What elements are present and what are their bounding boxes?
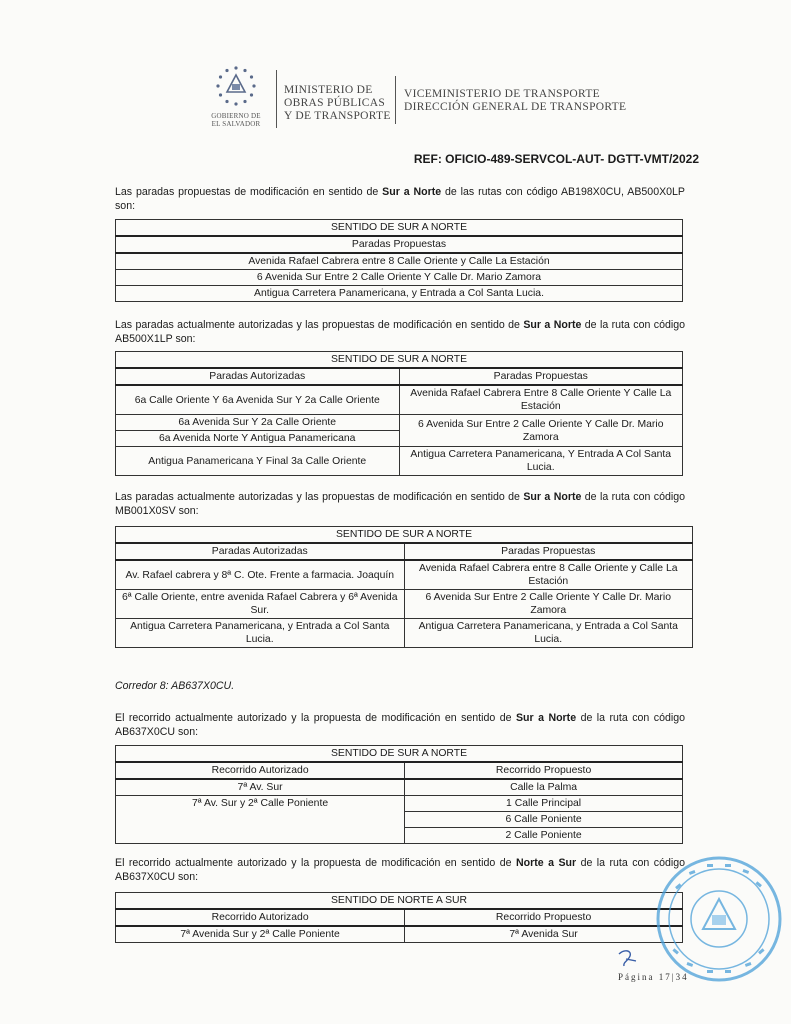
table-cell: 7ª Av. Sur [116, 779, 405, 796]
column-header-left: Recorrido Autorizado [116, 762, 405, 779]
section4-table [115, 745, 683, 844]
table-cell: 1 Calle Principal [405, 796, 683, 812]
section5-intro: El recorrido actualmente autorizado y la propuesta de modificación en sentido de Norte a Sur de la ruta con código AB637X0CU son: [115, 857, 685, 883]
column-header-left: Recorrido Autorizado [116, 909, 405, 926]
column-header-left: Paradas Autorizadas [116, 368, 400, 385]
table-title: SENTIDO DE SUR A NORTE [116, 527, 693, 544]
vice-ministry-name [404, 88, 626, 114]
section1-intro: Las paradas propuestas de modificación en sentido de Sur a Norte de las rutas con código AB198X0CU, AB500X0LP son: [115, 186, 685, 212]
ministry-line-1: MINISTERIO DE [284, 84, 373, 96]
section4-intro: El recorrido actualmente autorizado y la propuesta de modificación en sentido de Sur a Norte de la ruta con código AB637X0CU son: [115, 712, 685, 738]
table-cell: 2 Calle Poniente [405, 828, 683, 844]
column-header-left: Paradas Autorizadas [116, 543, 405, 560]
government-seal [214, 64, 258, 108]
table-cell: 6a Avenida Norte Y Antigua Panamericana [116, 431, 400, 447]
header-divider-2 [395, 76, 396, 124]
vice-line-1: VICEMINISTERIO DE TRANSPORTE [404, 88, 600, 100]
gob-line-1: GOBIERNO DE [211, 112, 261, 120]
corredor-heading: Corredor 8: AB637X0CU. [115, 680, 235, 692]
gob-line-2: EL SALVADOR [211, 120, 261, 128]
signature-icon [616, 948, 640, 970]
gobierno-label [196, 112, 276, 128]
header-divider-1 [276, 70, 277, 128]
section3-intro: Las paradas actualmente autorizadas y las propuestas de modificación en sentido de Sur a Norte de la ruta con código MB001X0SV son: [115, 491, 685, 517]
table-cell: Av. Rafael cabrera y 8ª C. Ote. Frente a farmacia. Joaquín [116, 560, 405, 590]
table-title: SENTIDO DE SUR A NORTE [116, 352, 683, 369]
page-total: 34 [675, 972, 689, 982]
table-cell: Antigua Carretera Panamericana, y Entrada a Col Santa Lucia. [116, 619, 405, 648]
table-cell: 6 Avenida Sur Entre 2 Calle Oriente Y Calle Dr. Mario Zamora [399, 415, 683, 447]
table-cell: Antigua Carretera Panamericana, y Entrada a Col Santa Lucia. [404, 619, 693, 648]
table-title: SENTIDO DE SUR A NORTE [116, 220, 683, 237]
table-cell: Calle la Palma [405, 779, 683, 796]
ministry-line-2: OBRAS PÚBLICAS [284, 97, 386, 109]
table-cell: 6 Calle Poniente [405, 812, 683, 828]
column-header-right: Paradas Propuestas [399, 368, 683, 385]
section2-intro: Las paradas actualmente autorizadas y las propuestas de modificación en sentido de Sur a Norte de la ruta con código AB500X1LP son: [115, 319, 685, 345]
stamp-icon [655, 855, 783, 983]
table-cell: Avenida Rafael Cabrera Entre 8 Calle Oriente Y Calle La Estación [399, 385, 683, 415]
table-cell: Antigua Panamericana Y Final 3a Calle Oriente [116, 447, 400, 476]
section1-table [115, 219, 683, 302]
table-cell: 6 Avenida Sur Entre 2 Calle Oriente Y Calle Dr. Mario Zamora [404, 590, 693, 619]
table-row: Antigua Carretera Panamericana, y Entrada a Col Santa Lucia. [116, 286, 683, 302]
reference-number: REF: OFICIO-489-SERVCOL-AUT- DGTT-VMT/2022 [413, 152, 699, 166]
table-row: Avenida Rafael Cabrera entre 8 Calle Oriente y Calle La Estación [116, 253, 683, 270]
section5-table [115, 892, 683, 943]
table-cell: 7ª Avenida Sur [405, 926, 683, 943]
signature [616, 948, 640, 970]
page-number: Página 17|34 [618, 972, 689, 982]
table-title: SENTIDO DE NORTE A SUR [116, 893, 683, 910]
seal-icon [214, 64, 258, 108]
table-cell: 6a Calle Oriente Y 6a Avenida Sur Y 2a Calle Oriente [116, 385, 400, 415]
table-cell: 7ª Avenida Sur y 2ª Calle Poniente [116, 926, 405, 943]
official-stamp [655, 855, 783, 983]
table-cell: Avenida Rafael Cabrera entre 8 Calle Oriente y Calle La Estación [404, 560, 693, 590]
page-label: Página [618, 972, 655, 982]
table-cell: 6ª Calle Oriente, entre avenida Rafael Cabrera y 6ª Avenida Sur. [116, 590, 405, 619]
table-cell: 7ª Av. Sur y 2ª Calle Poniente [116, 796, 405, 844]
section3-table [115, 526, 693, 648]
table-cell: Antigua Carretera Panamericana, Y Entrada A Col Santa Lucia. [399, 447, 683, 476]
table-cell: 6a Avenida Sur Y 2a Calle Oriente [116, 415, 400, 431]
vice-line-2: DIRECCIÓN GENERAL DE TRANSPORTE [404, 101, 627, 113]
ministry-name [284, 84, 391, 123]
section2-table [115, 351, 683, 476]
table-row: 6 Avenida Sur Entre 2 Calle Oriente Y Calle Dr. Mario Zamora [116, 270, 683, 286]
table-title: SENTIDO DE SUR A NORTE [116, 746, 683, 763]
column-header-right: Recorrido Propuesto [405, 762, 683, 779]
column-header-right: Paradas Propuestas [404, 543, 693, 560]
column-header-right: Recorrido Propuesto [405, 909, 683, 926]
column-header: Paradas Propuestas [116, 236, 683, 253]
page-current: 17 [658, 972, 672, 982]
ministry-line-3: Y DE TRANSPORTE [284, 110, 391, 122]
